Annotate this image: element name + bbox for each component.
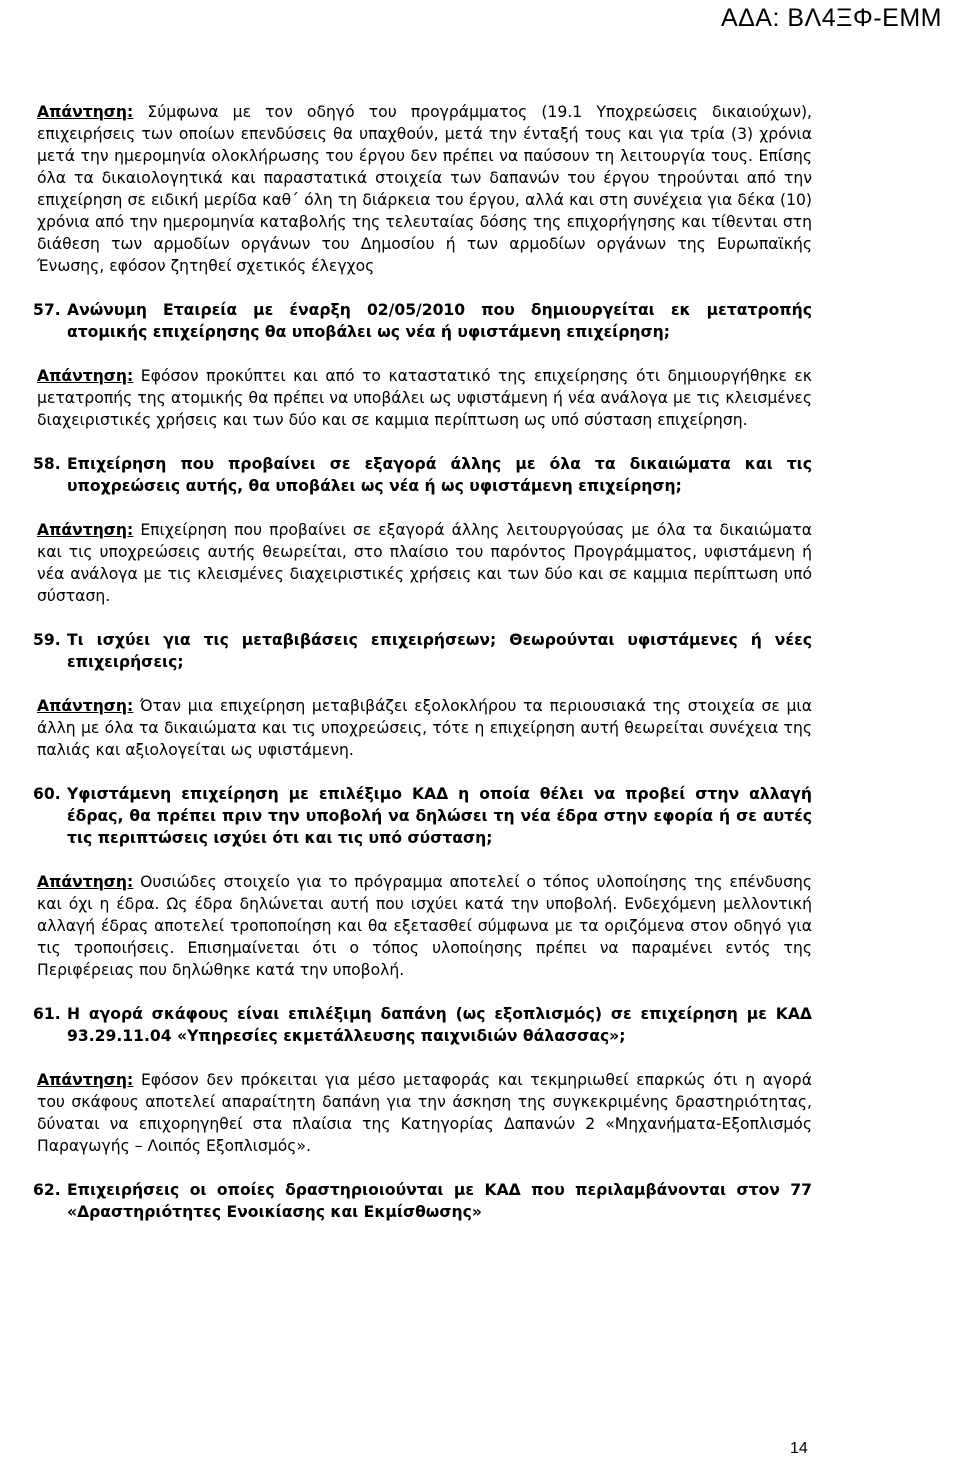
question-number: 61. (33, 1005, 61, 1023)
question-text: Τι ισχύει για τις μεταβιβάσεις επιχειρήσεων; Θεωρούνται υφιστάμενες ή νέες επιχειρήσεις; (67, 631, 812, 671)
question-item (33, 629, 812, 673)
question-text: Επιχειρήσεις οι οποίες δραστηριοιούνται με ΚΑΔ που περιλαμβάνονται στον 77 «Δραστηριότητες Ενοικίασης και Εκμίσθωσης» (67, 1181, 812, 1221)
question-item (33, 299, 812, 343)
answer-label: Απάντηση: (37, 521, 134, 539)
document-body (33, 101, 812, 1223)
answer-text: Όταν μια επιχείρηση μεταβιβάζει εξολοκλήρου τα περιουσιακά της στοιχεία σε μια άλλη με όλα τα δικαιώματα και τις υποχρεώσεις, τότε η επιχείρηση αυτή θεωρείται συνέχεια της παλιάς και αξιολογείται ως υφιστάμενη. (37, 697, 812, 759)
answer-label: Απάντηση: (37, 103, 134, 121)
question-number: 57. (33, 301, 61, 319)
answer-paragraph (37, 695, 812, 761)
answer-paragraph (37, 101, 812, 277)
question-item (33, 1003, 812, 1047)
answer-text: Σύμφωνα με τον οδηγό του προγράμματος (19.1 Υποχρεώσεις δικαιούχων), επιχειρήσεις των οποίων επενδύσεις θα υπαχθούν, μετά την ένταξή τους και για τρία (3) χρόνια μετά την ημερομηνία ολοκλήρωσης του έργου δεν πρέπει να παύσουν τη λειτουργία τους. Επίσης όλα τα δικαιολογητικά και παραστατικά στοιχεία των δαπανών του έργου τηρούνται από την επιχείρηση σε ειδική μερίδα καθ΄ όλη τη διάρκεια του έργου, αλλά και στη συνέχεια για δέκα (10) χρόνια από την ημερομηνία καταβολής της τελευταίας δόσης της επιχορήγησης και τίθενται στη διάθεση των αρμοδίων οργάνων του Δημοσίου ή των αρμοδίων οργάνων της Ευρωπαϊκής Ένωσης, εφόσον ζητηθεί σχετικός έλεγχος (37, 103, 812, 275)
question-item (33, 1179, 812, 1223)
question-item (33, 783, 812, 849)
question-number: 62. (33, 1181, 61, 1199)
answer-text: Επιχείρηση που προβαίνει σε εξαγορά άλλης λειτουργούσας με όλα τα δικαιώματα και τις υποχρεώσεις αυτής θεωρείται, στο πλαίσιο του παρόντος Προγράμματος, υφιστάμενη ή νέα ανάλογα με τις κλεισμένες διαχειριστικές χρήσεις και των δύο και σε καμμια περίπτωση υπό σύσταση. (37, 521, 812, 605)
question-text: Υφιστάμενη επιχείρηση με επιλέξιμο ΚΑΔ η οποία θέλει να προβεί στην αλλαγή έδρας, θα πρέπει πριν την υποβολή να δηλώσει τη νέα έδρα στην εφορία ή σε αυτές τις περιπτώσεις ισχύει ότι και τις υπό σύσταση; (67, 785, 812, 847)
answer-paragraph (37, 1069, 812, 1157)
question-text: Ανώνυμη Εταιρεία με έναρξη 02/05/2010 που δημιουργείται εκ μετατροπής ατομικής επιχείρησης θα υποβάλει ως νέα ή υφιστάμενη επιχείρηση; (67, 301, 812, 341)
question-number: 59. (33, 631, 61, 649)
page-number: 14 (790, 1440, 808, 1457)
answer-label: Απάντηση: (37, 697, 134, 715)
question-text: Η αγορά σκάφους είναι επιλέξιμη δαπάνη (ως εξοπλισμός) σε επιχείρηση με ΚΑΔ 93.29.11.04 «Υπηρεσίες εκμετάλλευσης παιχνιδιών θάλασσας»; (67, 1005, 812, 1045)
question-item (33, 453, 812, 497)
question-number: 58. (33, 455, 61, 473)
answer-paragraph (37, 365, 812, 431)
answer-label: Απάντηση: (37, 367, 134, 385)
question-text: Επιχείρηση που προβαίνει σε εξαγορά άλλης με όλα τα δικαιώματα και τις υποχρεώσεις αυτής, θα υποβάλει ως νέα ή ως υφιστάμενη επιχείρηση; (67, 455, 812, 495)
answer-paragraph (37, 871, 812, 981)
answer-text: Εφόσον προκύπτει και από το καταστατικό της επιχείρησης ότι δημιουργήθηκε εκ μετατροπής της ατομικής θα πρέπει να υποβάλει ως υφιστάμενη ή νέα ανάλογα με τις κλεισμένες διαχειριστικές χρήσεις και των δύο και σε καμμια περίπτωση ως υπό σύσταση επιχείρηση. (37, 367, 812, 429)
answer-label: Απάντηση: (37, 1071, 134, 1089)
answer-text: Εφόσον δεν πρόκειται για μέσο μεταφοράς και τεκμηριωθεί επαρκώς ότι η αγορά του σκάφους αποτελεί απαραίτητη δαπάνη για την άσκηση της συγκεκριμένης δραστηριότητας, δύναται να επιχορηγηθεί στα πλαίσια της Κατηγορίας Δαπανών 2 «Μηχανήματα-Εξοπλισμός Παραγωγής – Λοιπός Εξοπλισμός». (37, 1071, 812, 1155)
question-number: 60. (33, 785, 61, 803)
answer-label: Απάντηση: (37, 873, 134, 891)
answer-text: Ουσιώδες στοιχείο για το πρόγραμμα αποτελεί ο τόπος υλοποίησης της επένδυσης και όχι η έδρα. Ως έδρα δηλώνεται αυτή που ισχύει κατά την υποβολή. Ενδεχόμενη μελλοντική αλλαγή έδρας αποτελεί τροποποίηση και θα εξετασθεί σύμφωνα με τα οριζόμενα στον οδηγό για τις τροποιήσεις. Επισημαίνεται ότι ο τόπος υλοποίησης πρέπει να παραμένει εντός της Περιφέρειας που δηλώθηκε κατά την υποβολή. (37, 873, 812, 979)
ada-code: ΑΔΑ: ΒΛ4ΞΦ-ΕΜΜ (720, 4, 942, 32)
answer-paragraph (37, 519, 812, 607)
